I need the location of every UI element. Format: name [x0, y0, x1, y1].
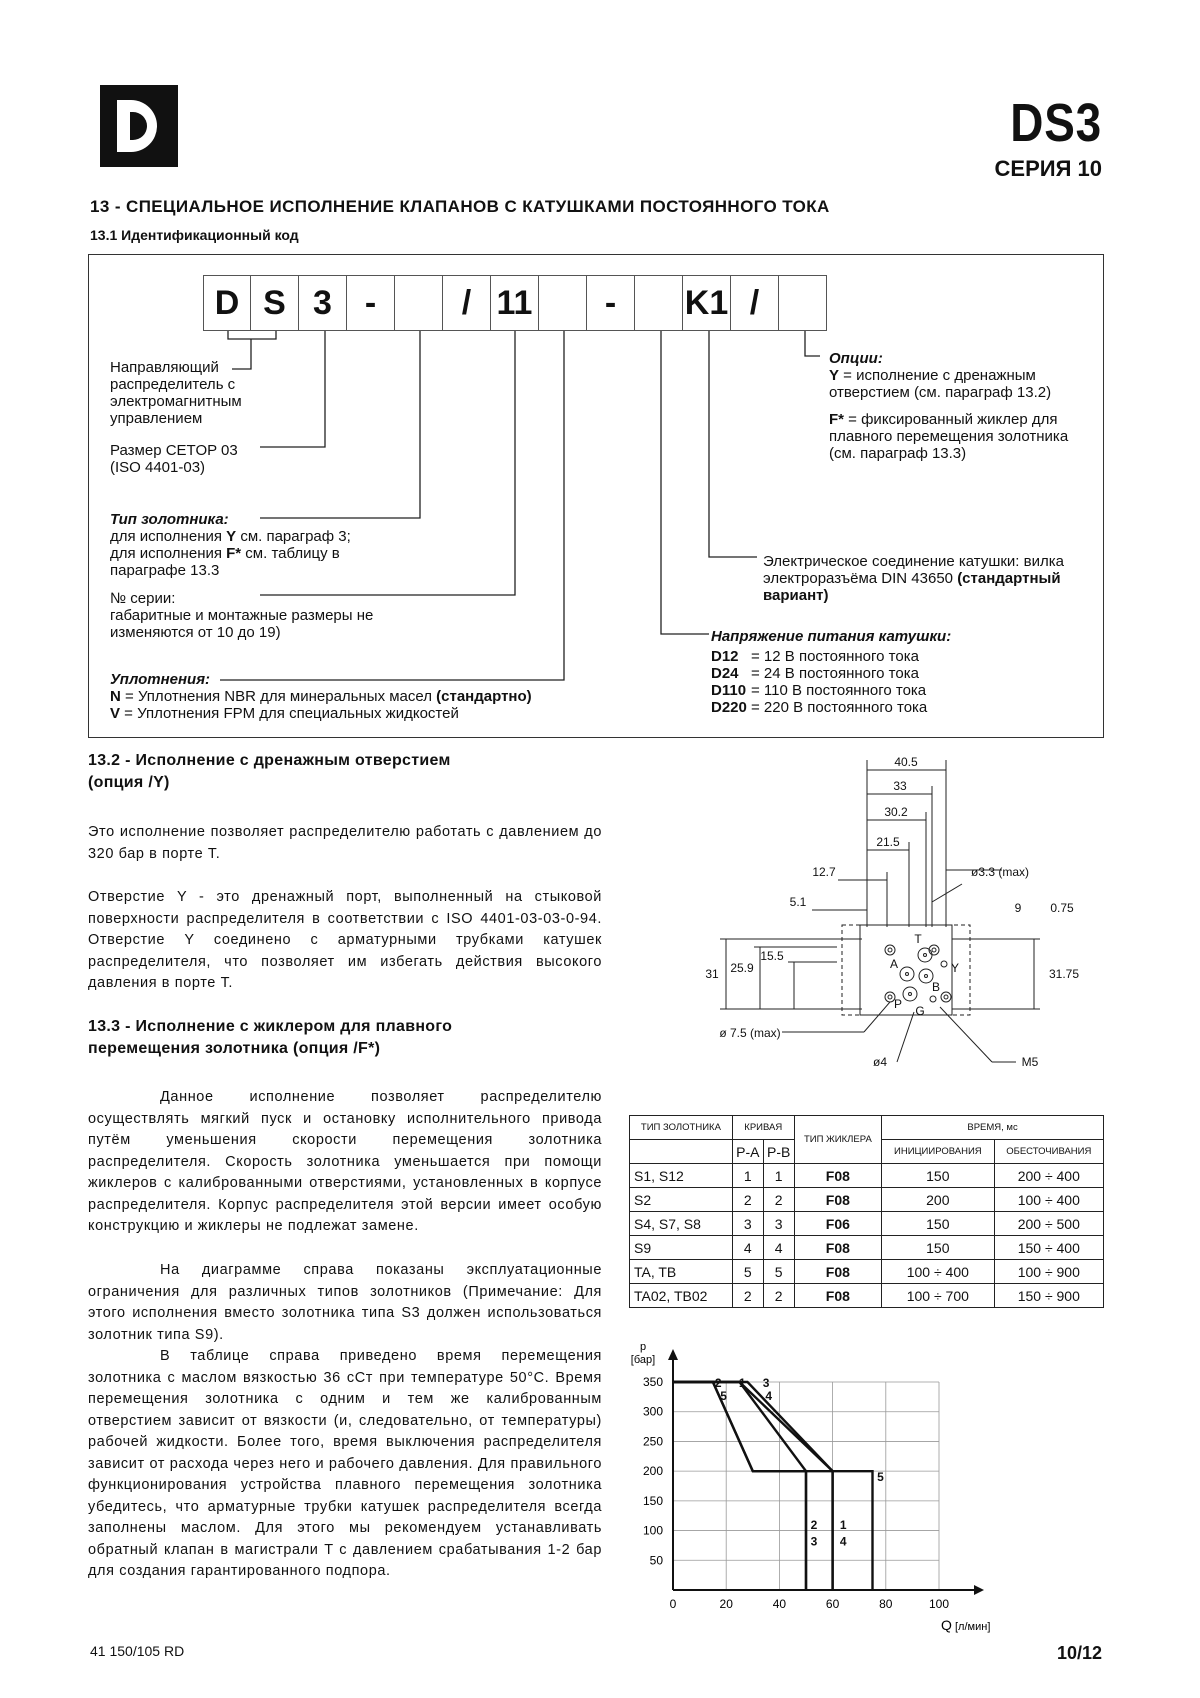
text-line: (ISO 4401-03)	[110, 459, 206, 476]
text: = Уплотнения FPM для специальных жидкостей	[120, 705, 459, 722]
th-spool: ТИП ЗОЛОТНИКА	[630, 1116, 733, 1140]
section-13-2-para-1: Это исполнение позволяет распределителю работать с давлением до 320 бар в порте T.	[88, 824, 602, 862]
text: (стандартно)	[436, 688, 532, 705]
th-curve: КРИВАЯ	[732, 1116, 794, 1140]
dim-0-75: 0.75	[1050, 901, 1074, 915]
port-y-label: Y	[950, 961, 960, 975]
cell-pa: 3	[732, 1212, 763, 1236]
code-cell: S	[251, 275, 299, 331]
text-line: распределитель с	[110, 376, 236, 393]
voltage-code: D24	[711, 665, 739, 682]
cell-pa: 5	[732, 1260, 763, 1284]
series-line-1	[673, 1382, 833, 1590]
y-tick-label: 250	[642, 1434, 663, 1449]
spool-title: Тип золотника:	[110, 511, 229, 528]
port-p-label: P	[893, 997, 903, 1011]
code-cell: 3	[299, 275, 347, 331]
curve-label: 4	[839, 1534, 847, 1549]
voltage-title: Напряжение питания катушки:	[711, 628, 952, 645]
table-row	[630, 1164, 1104, 1188]
dim-21-5: 21.5	[876, 835, 900, 849]
text: = Уплотнения NBR для минеральных масел	[120, 688, 437, 705]
y-axis-arrow	[668, 1349, 678, 1360]
text-line: 13.3 - Исполнение с жиклером для плавного	[88, 1018, 453, 1035]
x-tick-label: 40	[772, 1597, 787, 1611]
ident-voltage-desc	[711, 628, 951, 716]
code-cell: -	[347, 275, 395, 331]
text-line: плавного перемещения золотника	[829, 428, 1069, 445]
cell-jet: F08	[794, 1236, 881, 1260]
text: V	[110, 705, 121, 722]
text-line: параграфе 13.3	[110, 562, 220, 579]
code-cell	[635, 275, 683, 331]
curve-label: 3	[762, 1375, 770, 1390]
text-line	[110, 688, 532, 705]
text-line: № серии:	[110, 590, 176, 607]
dim-31: 31	[705, 967, 719, 981]
cell-jet: F08	[794, 1164, 881, 1188]
cell-on: 150	[882, 1212, 995, 1236]
text-line	[829, 367, 1068, 384]
section-13-3-title	[88, 1016, 452, 1060]
y-tick-label: 200	[642, 1464, 663, 1479]
y-tick-label: 300	[642, 1404, 663, 1419]
cell-spool: TA, TB	[630, 1260, 733, 1284]
x-tick-label: 100	[928, 1597, 950, 1611]
section-13-2-title	[88, 750, 451, 794]
th-spool-spacer	[630, 1140, 733, 1164]
text: (стандартный	[957, 570, 1061, 587]
x-axis-arrow	[974, 1585, 984, 1595]
seals-title: Уплотнения:	[110, 671, 211, 688]
text: F*	[829, 411, 844, 428]
text-line: (опция /Y)	[88, 774, 170, 791]
dim-33: 33	[893, 779, 907, 793]
voltage-item	[711, 682, 951, 699]
code-cell	[779, 275, 827, 331]
y-axis-label: p	[639, 1341, 647, 1353]
text: для исполнения	[110, 545, 227, 562]
dim-15-5: 15.5	[760, 949, 784, 963]
table-row	[630, 1284, 1104, 1308]
th-jet: ТИП ЖИКЛЕРА	[794, 1116, 881, 1164]
series-line-3	[673, 1382, 806, 1590]
x-axis-unit: [л/мин]	[955, 1621, 991, 1633]
cell-pb: 3	[763, 1212, 794, 1236]
x-tick-label: 60	[825, 1597, 840, 1611]
cell-off: 150 ÷ 900	[994, 1284, 1103, 1308]
cell-on: 150	[882, 1164, 995, 1188]
text-line: Электрическое соединение катушки: вилка	[763, 553, 1064, 570]
curve-label: 1	[738, 1375, 746, 1390]
code-cell	[539, 275, 587, 331]
text: электроразъёма DIN 43650	[763, 570, 958, 587]
voltage-desc: = 110 В постоянного тока	[751, 682, 927, 699]
cell-pb: 4	[763, 1236, 794, 1260]
cell-spool: S1, S12	[630, 1164, 733, 1188]
curve-label: 5	[720, 1388, 727, 1403]
y-tick-label: 150	[642, 1493, 663, 1508]
dim-31-75: 31.75	[1048, 967, 1080, 981]
cell-pb: 2	[763, 1188, 794, 1212]
voltage-list	[711, 648, 951, 716]
cell-pb: 2	[763, 1284, 794, 1308]
text-line	[763, 570, 1064, 587]
series-line-2	[673, 1382, 806, 1590]
code-cell: /	[731, 275, 779, 331]
cell-spool: S9	[630, 1236, 733, 1260]
cell-pa: 2	[732, 1284, 763, 1308]
port-b-label: B	[931, 980, 941, 994]
voltage-item	[711, 699, 951, 716]
dim-9: 9	[1014, 901, 1022, 915]
cell-pb: 1	[763, 1164, 794, 1188]
text: = исполнение с дренажным	[839, 367, 1036, 384]
y-tick-label: 50	[649, 1553, 663, 1568]
dim-7-5-max: ø 7.5 (max)	[719, 1026, 781, 1040]
section-13-3-para-1: Данное исполнение позволяет распределителю осуществлять мягкий пуск и остановку исполнительного привода путём уменьшения скорости перемещения золотника распределителя. Скорость золотника уменьшается при помощи жиклеров с калиброванными отверстиями, установленных в корпусе распределителя. Корпус распределителя этой версии имеет особую конструкцию и жиклеры не подлежат замене.	[88, 1089, 602, 1234]
ident-size-desc	[110, 442, 238, 476]
cell-on: 100 ÷ 700	[882, 1284, 995, 1308]
text: = фиксированный жиклер для	[844, 411, 1058, 428]
cell-jet: F08	[794, 1260, 881, 1284]
curve-label: 5	[877, 1470, 884, 1485]
ident-series-desc	[110, 590, 373, 641]
y-tick-label: 100	[642, 1523, 663, 1538]
dim-3-3-max: ø3.3 (max)	[970, 865, 1030, 879]
footer-doc-code: 41 150/105 RD	[90, 1643, 185, 1659]
ident-seals-desc	[110, 671, 532, 722]
cell-on: 100 ÷ 400	[882, 1260, 995, 1284]
text-line: изменяются от 10 до 19)	[110, 624, 281, 641]
section-13-title: 13 - СПЕЦИАЛЬНОЕ ИСПОЛНЕНИЕ КЛАПАНОВ С КАТУШКАМИ ПОСТОЯННОГО ТОКА	[90, 197, 830, 216]
curve-label: 2	[810, 1517, 818, 1532]
y-tick-label: 350	[642, 1375, 663, 1389]
cell-off: 100 ÷ 400	[994, 1188, 1103, 1212]
voltage-code: D220	[711, 699, 747, 716]
port-t-label: T	[914, 932, 922, 946]
table-row	[630, 1188, 1104, 1212]
section-13-3-para-2: На диаграмме справа показаны эксплуатационные ограничения для различных типов золотников (Примечание: Для этого исполнения вместо золотника типа S3 должен использоваться золотник типа S9).	[88, 1262, 602, 1343]
product-series: СЕРИЯ 10	[994, 156, 1102, 181]
spool-timing-table	[629, 1115, 1104, 1308]
ident-valve-desc	[110, 359, 242, 427]
curve-label: 4	[765, 1388, 773, 1403]
pq-chart	[629, 1340, 1069, 1635]
dim-5-1: 5.1	[789, 895, 807, 909]
curve-label: 2	[714, 1375, 722, 1390]
code-cell	[395, 275, 443, 331]
curve-label: 1	[839, 1517, 847, 1532]
text-line: управлением	[110, 410, 203, 427]
cell-pa: 1	[732, 1164, 763, 1188]
port-dimension-drawing	[632, 742, 1102, 1082]
text: N	[110, 688, 121, 705]
voltage-code: D110	[711, 682, 747, 699]
cell-off: 150 ÷ 400	[994, 1236, 1103, 1260]
text-line	[110, 705, 532, 722]
section-13-1-title: 13.1 Идентификационный код	[90, 227, 299, 243]
cell-jet: F08	[794, 1284, 881, 1308]
ident-code-cells	[203, 275, 827, 331]
cell-off: 200 ÷ 400	[994, 1164, 1103, 1188]
voltage-desc: = 12 В постоянного тока	[751, 648, 919, 665]
cell-on: 150	[882, 1236, 995, 1260]
cell-pb: 5	[763, 1260, 794, 1284]
text-line: перемещения золотника (опция /F*)	[88, 1040, 381, 1057]
cell-spool: TA02, TB02	[630, 1284, 733, 1308]
text-line	[110, 528, 351, 545]
dim-4: ø4	[872, 1055, 888, 1069]
text: для исполнения	[110, 528, 227, 545]
cell-off: 200 ÷ 500	[994, 1212, 1103, 1236]
cell-jet: F06	[794, 1212, 881, 1236]
ident-spool-desc	[110, 511, 351, 579]
dim-25-9: 25.9	[730, 961, 754, 975]
table-row	[630, 1236, 1104, 1260]
product-title: DS3	[1010, 93, 1102, 153]
voltage-code: D12	[711, 648, 739, 665]
x-tick-label: 80	[879, 1597, 893, 1611]
y-axis-unit: [бар]	[630, 1354, 656, 1366]
voltage-desc: = 220 В постоянного тока	[751, 699, 928, 716]
text-line: отверстием (см. параграф 13.2)	[829, 384, 1052, 401]
x-tick-label: 20	[719, 1597, 733, 1611]
code-cell: 11	[491, 275, 539, 331]
dim-40-5: 40.5	[894, 755, 918, 769]
text: см. таблицу в	[241, 545, 340, 562]
text: Y	[829, 367, 840, 384]
cell-off: 100 ÷ 900	[994, 1260, 1103, 1284]
text-line: 13.2 - Исполнение с дренажным отверстием	[88, 752, 451, 769]
text-line: габаритные и монтажные размеры не	[110, 607, 374, 624]
text-line: Размер CETOP 03	[110, 442, 238, 459]
table-row	[630, 1212, 1104, 1236]
text: Y	[226, 528, 237, 545]
cell-pa: 4	[732, 1236, 763, 1260]
th-off: ОБЕСТОЧИВАНИЯ	[994, 1140, 1103, 1164]
text-line: (см. параграф 13.3)	[829, 445, 967, 462]
cell-spool: S2	[630, 1188, 733, 1212]
ident-options-desc	[829, 350, 1068, 462]
curve-label: 3	[810, 1534, 818, 1549]
cell-on: 200	[882, 1188, 995, 1212]
th-pb: P-B	[763, 1140, 794, 1164]
voltage-desc: = 24 В постоянного тока	[751, 665, 919, 682]
dim-12-7: 12.7	[812, 865, 836, 879]
code-cell: -	[587, 275, 635, 331]
text-line	[829, 411, 1068, 428]
series-line-4	[673, 1382, 833, 1590]
text-line: электромагнитным	[110, 393, 242, 410]
voltage-item	[711, 648, 951, 665]
text: см. параграф 3;	[236, 528, 351, 545]
page-number: 10/12	[1056, 1643, 1102, 1663]
text-line	[110, 545, 351, 562]
ident-electric-desc	[763, 553, 1064, 604]
voltage-item	[711, 665, 951, 682]
text-line: Направляющий	[110, 359, 219, 376]
section-13-3-para-3: В таблице справа приведено время перемещения золотника с маслом вязкостью 36 cСт при температуре 50°С. Время перемещения золотника с одним и тем же калиброванным отверстием зависит от вязкости (и, следовательно, от температуры) рабочей жидкости. Более того, время выключения распределителя зависит от расхода через него и рабочего давления. Для правильного функционирования устройства плавного перемещения золотника убедитесь, что арматурные трубки катушек распределителя всегда заполнены маслом. Для этого мы рекомендуем устанавливать обратный клапан в магистрали T с давлением срабатывания 1-2 бар для создания гарантированного подпора.	[88, 1348, 602, 1579]
x-tick-label: 0	[669, 1597, 677, 1611]
cell-spool: S4, S7, S8	[630, 1212, 733, 1236]
x-axis-label: Q	[941, 1617, 952, 1633]
port-a-label: A	[889, 957, 899, 971]
options-title: Опции:	[829, 350, 883, 367]
table-row	[630, 1260, 1104, 1284]
th-pa: P-A	[732, 1140, 763, 1164]
section-13-2-para-2: Отверстие Y - это дренажный порт, выполненный на стыковой поверхности распределителя в соответствии с ISO 4401-03-03-0-94. Отверстие Y соединено с арматурными трубками катушек распределителя, что позволяет им избегать действия высокого давления в порте T.	[88, 889, 602, 991]
cell-pa: 2	[732, 1188, 763, 1212]
dim-m5: M5	[1021, 1055, 1039, 1069]
text-line: вариант)	[763, 587, 829, 604]
code-cell: K1	[683, 275, 731, 331]
port-g-label: G	[915, 1004, 925, 1018]
cell-jet: F08	[794, 1188, 881, 1212]
text: F*	[226, 545, 242, 562]
code-cell: /	[443, 275, 491, 331]
th-on: ИНИЦИИРОВАНИЯ	[882, 1140, 995, 1164]
th-time: ВРЕМЯ, мс	[882, 1116, 1104, 1140]
dim-30-2: 30.2	[884, 805, 908, 819]
code-cell: D	[203, 275, 251, 331]
